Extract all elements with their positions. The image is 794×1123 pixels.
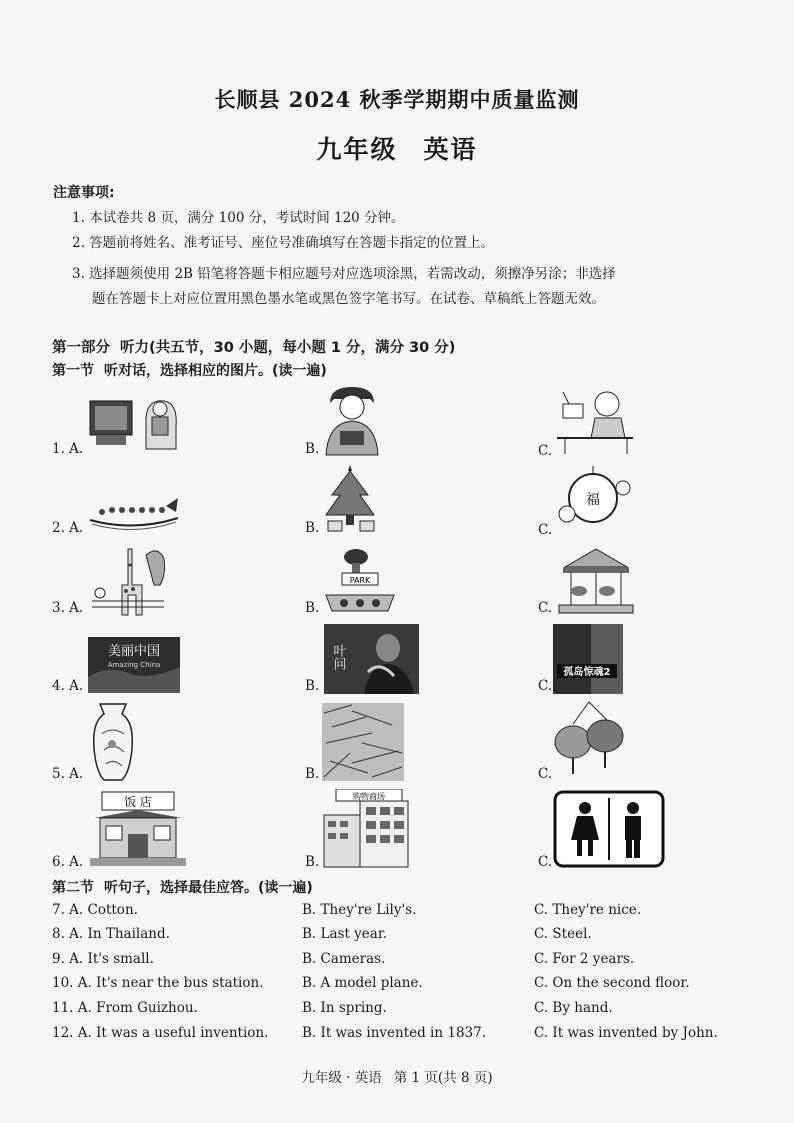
note-item: 3. 选择题须使用 2B 铅笔将答题卡相应题号对应选项涂黑，若需改动，须擦净另涂；非选择 <box>72 266 616 282</box>
poster-title: 孤岛惊魂2 <box>563 667 611 678</box>
answer-option: C. For 2 years. <box>534 951 635 967</box>
footer-page-number: 第 1 页(共 8 页) <box>393 1070 493 1086</box>
option-label: 2. A. <box>52 520 84 536</box>
option-label: C. <box>538 678 553 694</box>
answer-option: C. It was invented by John. <box>534 1025 718 1041</box>
section2-heading <box>52 877 313 897</box>
note-item: 1. 本试卷共 8 页，满分 100 分，考试时间 120 分钟。 <box>72 210 405 226</box>
answer-option: C. By hand. <box>534 1000 613 1016</box>
option-label: C. <box>538 443 553 459</box>
answer-option: 9. A. It's small. <box>52 951 154 967</box>
answer-option: 12. A. It was a useful invention. <box>52 1025 269 1041</box>
lanterns-picture <box>553 702 625 780</box>
option-label: B. <box>305 600 320 616</box>
answer-option: B. It was invented in 1837. <box>302 1025 486 1041</box>
section1-title: 听对话，选择相应的图片。(读一遍) <box>104 363 327 379</box>
note-item: 2. 答题前将姓名、准考证号、座位号准确填写在答题卡指定的位置上。 <box>72 235 495 251</box>
carousel-picture <box>555 545 637 617</box>
page-footer <box>0 1066 794 1086</box>
option-label: B. <box>305 441 320 457</box>
notes-heading: 注意事项: <box>53 185 115 201</box>
vase-picture <box>88 700 138 782</box>
option-label: C. <box>538 854 553 870</box>
section1-heading <box>52 360 327 380</box>
reading-boy-picture <box>320 385 384 457</box>
option-label: B. <box>305 854 320 870</box>
option-label: 5. A. <box>52 766 84 782</box>
answer-option: B. Last year. <box>302 926 388 942</box>
straw-picture <box>322 703 404 781</box>
answer-option: B. They're Lily's. <box>302 902 417 918</box>
part1-title: 听力(共五节，30 小题，每小题 1 分，满分 30 分) <box>120 340 456 356</box>
part1-heading <box>52 336 455 357</box>
mall-sign-text: 购物商场 <box>353 792 385 801</box>
option-label: B. <box>305 678 320 694</box>
watching-tv-picture <box>88 387 184 455</box>
footer-subject: 九年级 · 英语 <box>301 1070 382 1086</box>
restaurant-sign-text: 饭 店 <box>124 795 152 809</box>
poster-title: 叶问 <box>330 644 346 670</box>
option-label: 4. A. <box>52 678 84 694</box>
shopping-mall-picture <box>322 789 412 869</box>
lantern-fu-picture <box>555 466 635 536</box>
option-label: B. <box>305 766 320 782</box>
section1-label: 第一节 <box>52 363 94 379</box>
park-sign-text: PARK <box>349 576 371 585</box>
option-label: 6. A. <box>52 854 84 870</box>
answer-option: 11. A. From Guizhou. <box>52 1000 198 1016</box>
option-label: 1. A. <box>52 441 84 457</box>
option-label: C. <box>538 600 553 616</box>
dragon-boat-picture <box>88 492 180 536</box>
exam-subtitle <box>0 130 794 166</box>
answer-option: C. Steel. <box>534 926 592 942</box>
zoo-giraffe-picture <box>88 545 168 617</box>
note-item: 题在答题卡上对应位置用黑色墨水笔或黑色签字笔书写。在试卷、草稿纸上答题无效。 <box>92 291 605 307</box>
option-label: C. <box>538 766 553 782</box>
answer-option: 8. A. In Thailand. <box>52 926 170 942</box>
girl-listening-radio-picture <box>555 388 635 456</box>
subject-label: 英语 <box>423 135 478 164</box>
section2-label: 第二节 <box>52 880 94 896</box>
toilet-sign-picture <box>553 790 665 868</box>
exam-title: 长顺县 2024 秋季学期期中质量监测 <box>214 87 580 112</box>
answer-option: B. In spring. <box>302 1000 387 1016</box>
part1-label: 第一部分 <box>52 340 110 356</box>
ip-man-poster-picture <box>324 624 419 694</box>
park-picture <box>322 545 398 617</box>
restaurant-picture <box>90 790 186 868</box>
fu-text: 福 <box>586 492 600 508</box>
answer-option: C. On the second floor. <box>534 975 690 991</box>
answer-option: B. Cameras. <box>302 951 386 967</box>
poster-title-en: Amazing China <box>107 661 161 669</box>
section2-title: 听句子，选择最佳应答。(读一遍) <box>104 880 313 896</box>
poster-title-cn: 美丽中国 <box>107 644 161 659</box>
answer-option: C. They're nice. <box>534 902 642 918</box>
option-label: C. <box>538 522 553 538</box>
answer-option: 7. A. Cotton. <box>52 902 138 918</box>
far-cry-poster-picture <box>553 624 623 694</box>
amazing-china-poster-picture <box>88 637 180 693</box>
answer-option: B. A model plane. <box>302 975 423 991</box>
grade-label: 九年级 <box>316 135 398 164</box>
answer-option: 10. A. It's near the bus station. <box>52 975 264 991</box>
christmas-tree-picture <box>322 465 378 535</box>
option-label: 3. A. <box>52 600 84 616</box>
option-label: B. <box>305 520 320 536</box>
